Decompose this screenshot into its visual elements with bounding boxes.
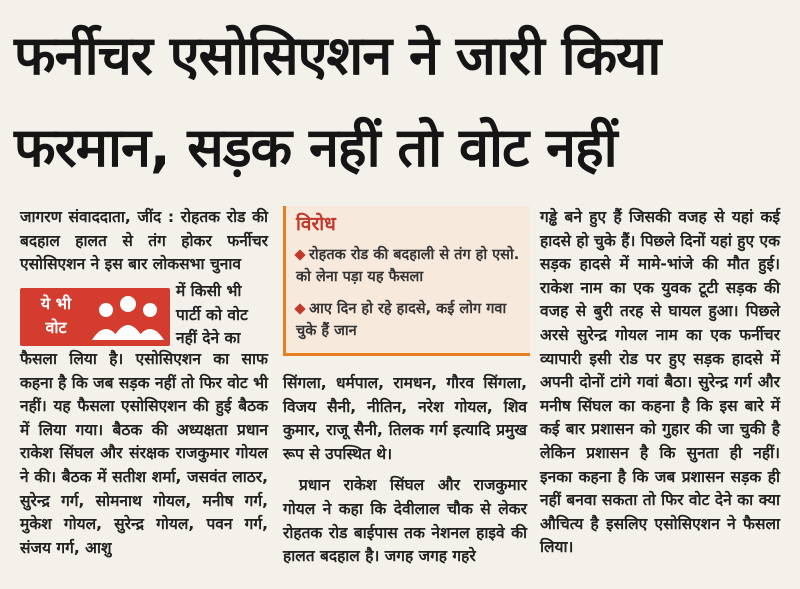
- headline-line-2: फरमान, सड़क नहीं तो वोट नहीं: [14, 116, 617, 179]
- column-1-wrap-text: में किसी भी पार्टी को वोट नहीं देने का: [176, 282, 248, 348]
- headline-line-1: फर्नीचर एसोसिएशन ने जारी किया: [14, 24, 661, 87]
- article-column-3: [540, 206, 780, 560]
- badge-line-2: वोट: [45, 318, 67, 337]
- ye-bhi-vote-badge: [20, 288, 170, 346]
- column-2-para-2: प्रधान राकेश सिंघल और राजकुमार गोयल ने कहा कि देवीलाल चौक से लेकर रोहतक रोड बाईपास तक नेशनल हाइवे की हालत बदहाल है। जगह जगह गहरे: [283, 476, 527, 566]
- article-column-1: [20, 206, 268, 277]
- sidebar-item-text: रोहतक रोड की बदहाली से तंग हो एसो. को लेना पड़ा यह फैसला: [296, 247, 520, 285]
- bullet-icon: [294, 249, 305, 260]
- virodh-sidebar: [283, 206, 530, 356]
- column-1-body: फैसला लिया है। एसोसिएशन का साफ कहना है कि जब सड़क नहीं तो फिर वोट भी नहीं। यह फैसला एसोसिएशन की हुई बैठक में लिया गया। बैठक की अध्यक्षता प्रधान राकेश सिंघल और संरक्षक राजकुमार गोयल ने की। बैठक में सतीश शर्मा, जसवंत लाठर, सुरेन्द्र गर्ग, सोमनाथ गोयल, मनीष गर्ग, मुकेश गोयल, सुरेन्द्र गोयल, पवन गर्ग, संजय गर्ग, आशु: [20, 350, 268, 557]
- column-1-intro: जागरण संवाददाता, जींद : रोहतक रोड की बदहाल हालत से तंग होकर फर्नीचर एसोसिएशन ने इस बार लोकसभा चुनाव: [20, 208, 268, 274]
- headline: [14, 10, 784, 194]
- sidebar-item: [296, 244, 522, 288]
- bullet-icon: [294, 303, 305, 314]
- sidebar-item-text: आए दिन हो रहे हादसे, कई लोग गवा चुके हैं जान: [296, 301, 507, 339]
- badge-line-1: ये भी: [40, 294, 72, 313]
- article-column-2: [283, 372, 527, 569]
- sidebar-rule: [286, 353, 530, 356]
- voters-group-icon: [90, 292, 166, 342]
- sidebar-item: [296, 298, 522, 342]
- badge-label: [26, 292, 86, 340]
- column-3-para-1: गड्ढे बने हुए हैं जिसकी वजह से यहां कई हादसे हो चुके हैं। पिछले दिनों यहां हुए एक सड़क हादसे में मामे-भांजे की मौत हुई। राकेश नाम का एक युवक टूटी सड़क की वजह से बुरी तरह से घायल हुआ। पिछले अरसे सुरेन्द्र गोयल नाम का एक फर्नीचर व्यापारी इसी रोड पर हुए सड़क हादसे में अपनी दोनों टांगे गवां बैठा। सुरेन्द्र गर्ग और मनीष सिंघल का कहना है कि इस बारे में कई बार प्रशासन को गुहार की जा चुकी है लेकिन प्रशासन है कि सुनता ही नहीं। इनका कहना है कि जब प्रशासन सड़क ही नहीं बनवा सकता तो फिर वोट देने का क्या औचित्य है इसलिए एसोसिएशन ने फैसला लिया।: [540, 208, 780, 557]
- sidebar-title: विरोध: [296, 213, 336, 235]
- article-column-1-continued: [20, 348, 268, 560]
- column-2-para-1: सिंगला, धर्मपाल, रामधन, गौरव सिंगला, विजय सैनी, नीतिन, नरेश गोयल, शिव कुमार, राजू सैनी, तिलक गर्ग इत्यादि प्रमुख रूप से उपस्थित थे।: [283, 374, 527, 463]
